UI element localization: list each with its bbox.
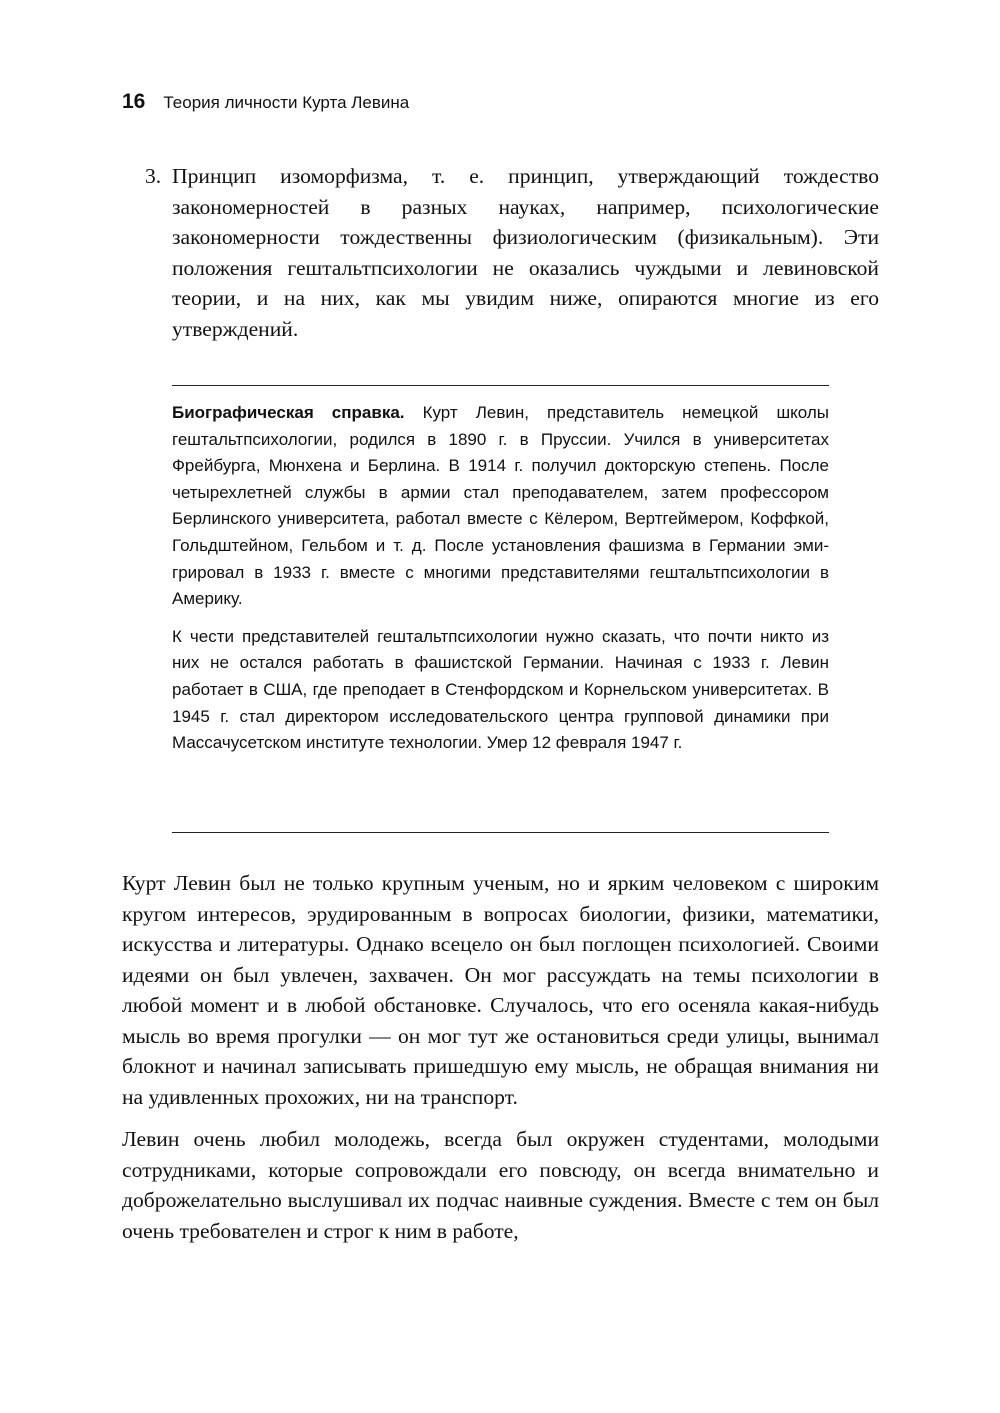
body-paragraph-1: Курт Левин был не только крупным ученым, но и ярким человеком с широким кругом интересов, эрудированным в вопросах биологии, физики, математики, искусства и литературы. Однако всецело он был поглощен психологией. Своими идеями он был увлечен, захвачен. Он мог рассуждать на темы психологии в любой момент и в любой обстановке. Случалось, что его осеняла какая-нибудь мысль во время прогулки — он мог тут же остановиться среди улицы, вынимал блокнот и начинал записывать пришедшую ему мысль, не обращая внимания ни на удивленных прохожих, ни на транспорт. bbox=[122, 871, 879, 1109]
body-text bbox=[122, 868, 879, 1258]
list-item-number: 3. bbox=[145, 164, 162, 188]
list-item-text: Принцип изоморфизма, т. е. принцип, утверждающий тождество закономерностей в разных науках, например, психологические закономерности тождественны физиологическим (физикальным). Эти положения гештальтпсихологии не оказались чуждыми и левиновской теории, и на них, как мы увидим ниже, опираются многие из его утверждений. bbox=[172, 164, 879, 341]
numbered-list-item bbox=[145, 161, 879, 344]
biography-box bbox=[172, 400, 829, 768]
bio-paragraph-1 bbox=[172, 400, 829, 613]
bio-heading: Биографическая справка. bbox=[172, 403, 405, 422]
bio-box-bottom-rule bbox=[172, 832, 829, 833]
bio-box-top-rule bbox=[172, 385, 829, 386]
body-paragraph-2: Левин очень любил молодежь, всегда был окружен студентами, молодыми сотрудниками, которые сопровождали его повсюду, он всегда внимательно и доброжелательно выслушивал их подчас наивные суждения. Вместе с тем он был очень требователен и строг к ним в работе, bbox=[122, 1127, 879, 1243]
page-number: 16 bbox=[122, 90, 146, 113]
running-title: Теория личности Курта Левина bbox=[163, 93, 410, 112]
page-header bbox=[122, 90, 409, 114]
bio-paragraph-2: К чести представителей гештальтпсихологии нужно сказать, что почти никто из них не остался работать в фашистской Германии. Начиная с 1933 г. Левин работает в США, где преподает в Стенфордском и Корнельском университетах. В 1945 г. стал директором исследовательского центра групповой динамики при Массачусетском институте технологии. Умер 12 февраля 1947 г. bbox=[172, 626, 829, 753]
bio-paragraph-1-text: Курт Левин, представитель немецкой школы гештальтпсихологии, родился в 1890 г. в Пруссии. Учился в университетах Фрейбурга, Мюнхена и Берлина. В 1914 г. получил докторскую степень. После четырехлетней службы в армии стал преподавателем, затем профессором Берлинского университета, работал вместе с Кёлером, Вертгеймером, Коффкой, Гольдштейном, Гельбом и т. д. После установления фашизма в Германии эмигрировал в 1933 г. вместе с многими представителями гештальтпсихологии в Америку. bbox=[172, 403, 829, 609]
